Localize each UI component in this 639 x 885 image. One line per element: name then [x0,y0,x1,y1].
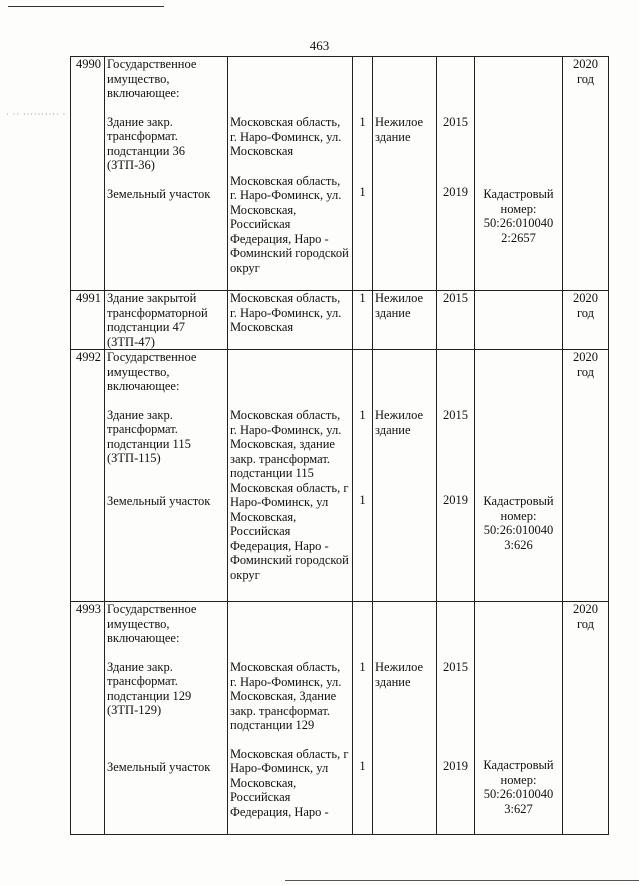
year-cell [437,602,475,835]
final-cell: 2020 год [563,350,609,602]
table-row [71,291,609,350]
scan-artifact-dots: · ·· ·········· · [6,110,67,119]
address-text: Московская область, г. Наро-Фоминск, ул. Московская, здание закр. трансформат. подстанции 115 [230,408,342,480]
quantity-cell: 1 [353,291,373,350]
year-cell: 2015 [437,291,475,350]
table-row [71,350,609,602]
cadastral-cell [475,350,563,602]
cadastral-text: Кадастровый номер: 50:26:010040 3:627 [483,758,554,816]
name-text: Здание закр. трансформат. подстанции 36 (ЗТП-36) [107,114,186,172]
type-text: Нежилое здание [375,115,424,144]
name-text: Государственное имущество, включающее: [107,57,197,100]
type-cell [373,602,437,835]
row-number: 4991 [71,291,105,350]
year-text: 2015 [443,660,468,674]
final-cell: 2020 год [563,57,609,291]
register-table [70,56,609,835]
address-text: Московская область, г Наро-Фоминск, ул Московская, Российская Федерация, Наро - [230,746,349,819]
address-text: Московская область, г. Наро-Фоминск, ул. Московская, Российская Федерация, Наро - Фоминский городской округ [230,173,349,275]
cadastral-text: Кадастровый номер: 50:26:010040 2:2657 [483,187,554,245]
quantity-cell [353,602,373,835]
final-cell: 2020 год [563,602,609,835]
address-cell [228,350,353,602]
scan-artifact-bottom-line [285,880,639,881]
type-cell [373,350,437,602]
type-text: Нежилое здание [375,408,424,437]
name-cell [105,602,228,835]
address-cell [228,57,353,291]
name-text: Государственное имущество, включающее: [107,350,197,393]
type-cell: Нежилое здание [373,291,437,350]
address-cell [228,602,353,835]
address-text: Московская область, г. Наро-Фоминск, ул. Московская [230,115,342,158]
name-text: Земельный участок [107,186,211,201]
quantity-text: 1 [359,660,366,674]
quantity-text: 1 [359,492,366,507]
final-cell: 2020 год [563,291,609,350]
year-text: 2015 [443,408,468,422]
year-cell [437,350,475,602]
scan-artifact-top-line [8,6,164,7]
row-number: 4992 [71,350,105,602]
name-text: Здание закр. трансформат. подстанции 129 (ЗТП-129) [107,659,192,717]
cadastral-cell [475,602,563,835]
address-text: Московская область, г Наро-Фоминск, ул Московская, Российская Федерация, Наро - Фоминский городской округ [230,480,349,582]
cadastral-cell [475,57,563,291]
year-text: 2019 [443,492,468,507]
address-cell: Московская область, г. Наро-Фоминск, ул. Московская [228,291,353,350]
row-number: 4993 [71,602,105,835]
quantity-cell [353,57,373,291]
year-text: 2015 [443,115,468,129]
quantity-cell [353,350,373,602]
type-cell [373,57,437,291]
name-text: Земельный участок [107,493,211,508]
cadastral-text: Кадастровый номер: 50:26:010040 3:626 [483,494,554,552]
address-text: Московская область, г. Наро-Фоминск, ул. Московская, Здание закр. трансформат. подстанции 129 [230,660,342,732]
page-number: 463 [309,38,330,53]
row-number: 4990 [71,57,105,291]
year-text: 2019 [443,758,468,773]
name-cell: Здание закрытой трансформаторной подстанции 47 (ЗТП-47) [105,291,228,350]
name-cell [105,350,228,602]
type-text: Нежилое здание [375,660,424,689]
table-row [71,57,609,291]
name-text: Здание закр. трансформат. подстанции 115 (ЗТП-115) [107,407,191,465]
cadastral-cell [475,291,563,350]
name-cell [105,57,228,291]
quantity-text: 1 [359,184,366,199]
name-text: Земельный участок [107,759,211,774]
name-text: Государственное имущество, включающее: [107,602,197,645]
year-cell [437,57,475,291]
quantity-text: 1 [359,758,366,773]
year-text: 2019 [443,184,468,199]
table-row [71,602,609,835]
quantity-text: 1 [359,408,366,422]
quantity-text: 1 [359,115,366,129]
